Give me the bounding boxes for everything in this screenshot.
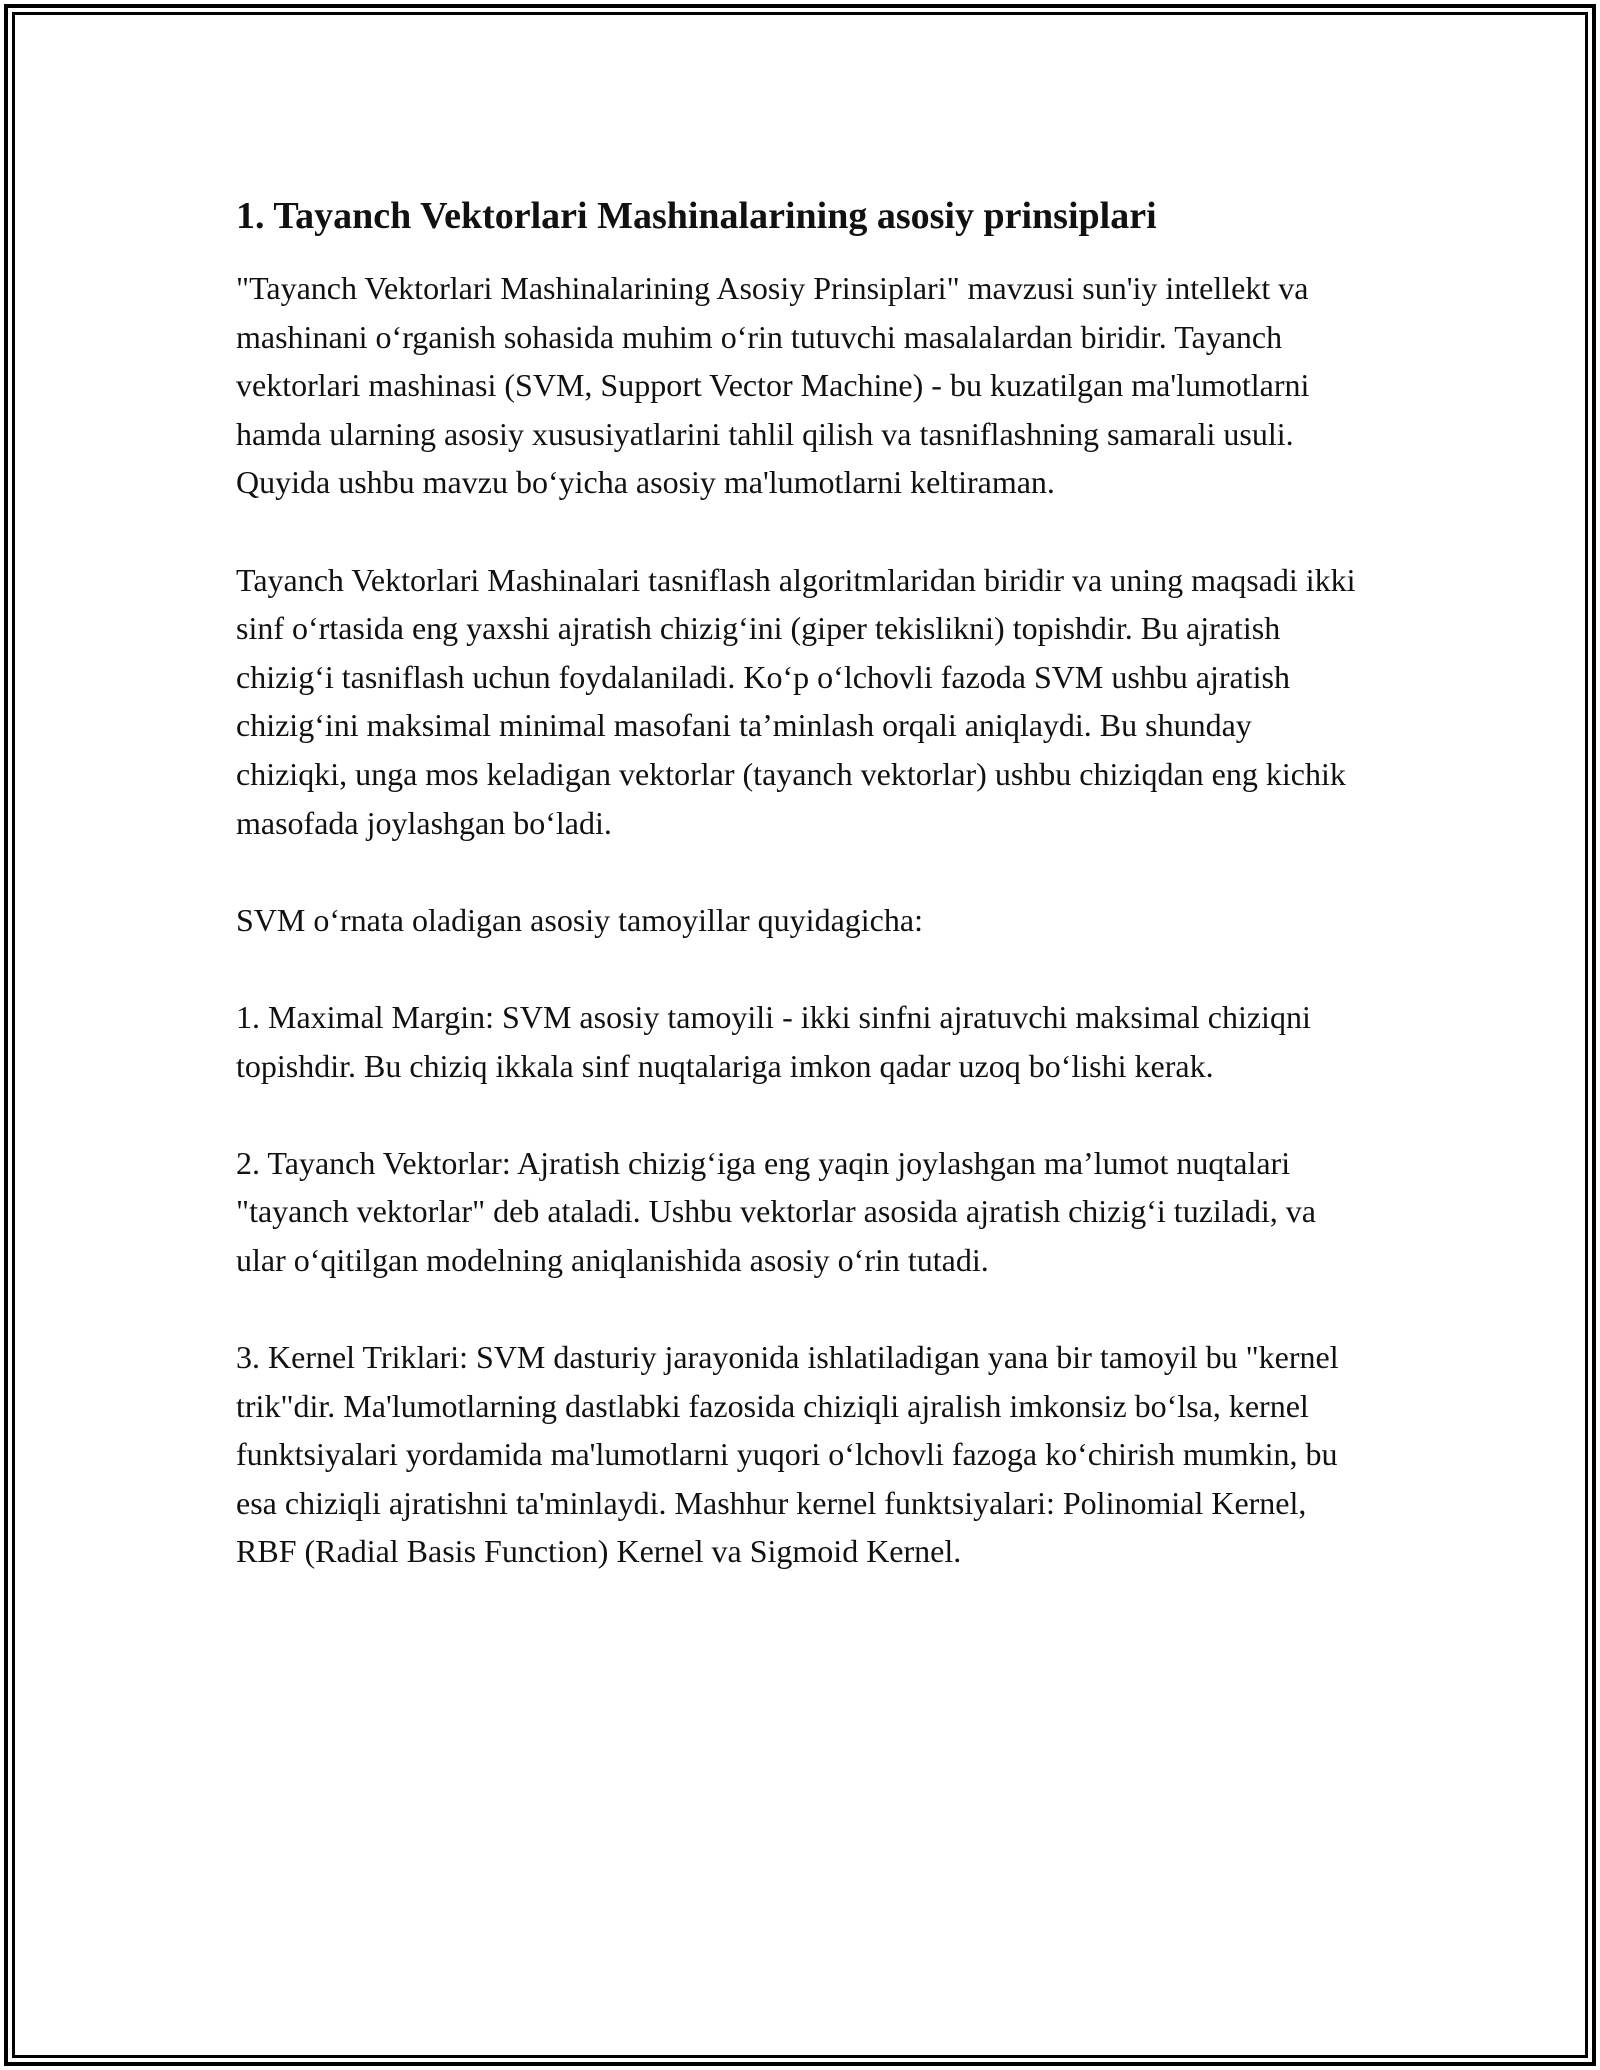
- paragraph-svm-definition: Tayanch Vektorlari Mashinalari tasniflash algoritmlaridan biridir va uning maqsadi ikki sinf o‘rtasida eng yaxshi ajratish chizig‘ini (giper tekislikni) topishdir. Bu ajratish chizig‘i tasniflash uchun foydalaniladi. Ko‘p o‘lchovli fazoda SVM ushbu ajratish chizig‘ini maksimal minimal masofani ta’minlash orqali aniqlaydi. Bu shunday chiziqki, unga mos keladigan vektorlar (tayanch vektorlar) ushbu chiziqdan eng kichik masofada joylashgan bo‘ladi.: [236, 561, 1356, 841]
- paragraph-kernel-trick: 3. Kernel Triklari: SVM dasturiy jarayonida ishlatiladigan yana bir tamoyil bu "kernel trik"dir. Ma'lumotlarning dastlabki fazosida chiziqli ajralish imkonsiz bo‘lsa, kernel funktsiyalari yordamida ma'lumotlarni yuqori o‘lchovli fazoga ko‘chirish mumkin, bu esa chiziqli ajratishni ta'minlaydi. Mashhur kernel funktsiyalari: Polinomial Kernel, RBF (Radial Basis Function) Kernel va Sigmoid Kernel.: [236, 1339, 1339, 1570]
- paragraph-intro: "Tayanch Vektorlari Mashinalarining Asosiy Prinsiplari" mavzusi sun'iy intellekt va mashinani o‘rganish sohasida muhim o‘rin tutuvchi masalalardan biridir. Tayanch vektorlari mashinasi (SVM, Support Vector Machine) - bu kuzatilgan ma'lumotlarni hamda ularning asosiy xususiyatlarini tahlil qilish va tasniflashning samarali usuli. Quyida ushbu mavzu bo‘yicha asosiy ma'lumotlarni keltiraman.: [236, 270, 1310, 501]
- paragraph-maximal-margin: 1. Maximal Margin: SVM asosiy tamoyili - ikki sinfni ajratuvchi maksimal chiziqni topishdir. Bu chiziq ikkala sinf nuqtalariga imkon qadar uzoq bo‘lishi kerak.: [236, 998, 1311, 1084]
- paragraph-support-vectors: 2. Tayanch Vektorlar: Ajratish chizig‘iga eng yaqin joylashgan ma’lumot nuqtalari "tayanch vektorlar" deb ataladi. Ushbu vektorlar asosida ajratish chizig‘i tuziladi, va ular o‘qitilgan modelning aniqlanishida asosiy o‘rin tutadi.: [236, 1144, 1316, 1278]
- paragraph-principles-intro: SVM o‘rnata oladigan asosiy tamoyillar quyidagicha:: [236, 901, 923, 938]
- document-body: [236, 190, 1366, 1576]
- document-title: 1. Tayanch Vektorlari Mashinalarining asosiy prinsiplari: [236, 195, 1157, 237]
